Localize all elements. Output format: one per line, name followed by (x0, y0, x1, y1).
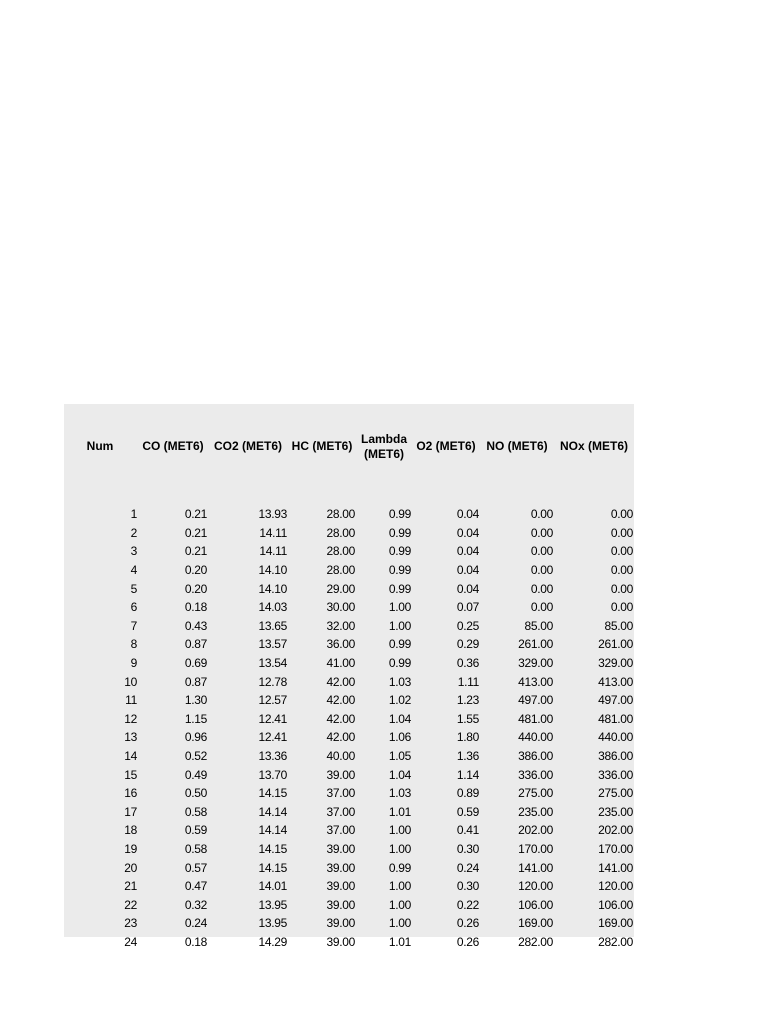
cell-co: 0.69 (184, 656, 207, 671)
table-row (64, 710, 634, 729)
table-row (64, 598, 634, 617)
cell-nox: 202.00 (598, 823, 633, 838)
cell-lambda: 0.99 (388, 860, 411, 875)
cell-num: 23 (124, 916, 137, 931)
table-row (64, 672, 634, 691)
cell-co: 1.15 (184, 711, 207, 726)
cell-nox: 106.00 (598, 897, 633, 912)
cell-nox: 0.00 (610, 600, 633, 615)
cell-lambda: 1.01 (388, 804, 411, 819)
cell-co2: 13.54 (258, 656, 287, 671)
cell-hc: 39.00 (326, 897, 355, 912)
cell-num: 14 (124, 749, 137, 764)
cell-nox: 141.00 (598, 860, 633, 875)
cell-o2: 1.11 (457, 674, 479, 689)
cell-lambda: 1.00 (388, 600, 411, 615)
cell-co2: 12.57 (258, 693, 287, 708)
cell-lambda: 0.99 (388, 637, 411, 652)
cell-co: 1.30 (184, 693, 207, 708)
cell-num: 24 (124, 934, 137, 949)
cell-lambda: 1.00 (388, 823, 411, 838)
cell-no: 0.00 (530, 544, 553, 559)
header-spacer (64, 489, 634, 505)
cell-co: 0.87 (184, 637, 207, 652)
cell-no: 275.00 (518, 786, 553, 801)
cell-num: 18 (124, 823, 137, 838)
table-row (64, 561, 634, 580)
cell-co: 0.18 (184, 600, 207, 615)
cell-hc: 30.00 (326, 600, 355, 615)
cell-co2: 14.15 (258, 786, 287, 801)
cell-nox: 0.00 (610, 563, 633, 578)
cell-num: 10 (124, 674, 137, 689)
cell-o2: 1.36 (456, 749, 479, 764)
cell-co: 0.96 (184, 730, 207, 745)
cell-co2: 14.15 (258, 860, 287, 875)
cell-co: 0.18 (184, 934, 207, 949)
cell-lambda: 1.06 (388, 730, 411, 745)
cell-num: 13 (124, 730, 137, 745)
cell-nox: 440.00 (598, 730, 633, 745)
table-row (64, 784, 634, 803)
cell-o2: 0.59 (456, 804, 479, 819)
cell-hc: 42.00 (326, 693, 355, 708)
cell-lambda: 1.00 (388, 916, 411, 931)
cell-no: 85.00 (524, 618, 553, 633)
cell-nox: 235.00 (598, 804, 633, 819)
table-row (64, 617, 634, 636)
table-row (64, 691, 634, 710)
cell-no: 0.00 (530, 563, 553, 578)
cell-co: 0.32 (184, 897, 207, 912)
table-header (64, 404, 634, 489)
cell-co2: 14.01 (258, 879, 287, 894)
table-row (64, 524, 634, 543)
header-num: Num (86, 439, 114, 453)
cell-no: 413.00 (518, 674, 553, 689)
cell-no: 282.00 (518, 934, 553, 949)
cell-o2: 0.07 (456, 600, 479, 615)
cell-co: 0.52 (184, 749, 207, 764)
cell-co2: 13.93 (258, 507, 287, 522)
cell-num: 7 (130, 618, 137, 633)
cell-hc: 39.00 (326, 767, 355, 782)
cell-num: 15 (124, 767, 137, 782)
cell-lambda: 0.99 (388, 544, 411, 559)
cell-co: 0.49 (184, 767, 207, 782)
cell-co: 0.58 (184, 804, 207, 819)
cell-no: 336.00 (518, 767, 553, 782)
cell-lambda: 0.99 (388, 525, 411, 540)
cell-o2: 0.04 (456, 563, 479, 578)
table-row (64, 747, 634, 766)
cell-num: 1 (130, 507, 137, 522)
cell-co: 0.50 (184, 786, 207, 801)
cell-no: 481.00 (518, 711, 553, 726)
table-row (64, 858, 634, 877)
table-row (64, 914, 634, 933)
cell-num: 12 (124, 711, 137, 726)
cell-o2: 0.04 (456, 544, 479, 559)
cell-no: 141.00 (518, 860, 553, 875)
cell-lambda: 1.01 (388, 934, 411, 949)
cell-co2: 13.95 (258, 916, 287, 931)
cell-nox: 85.00 (604, 618, 633, 633)
cell-co2: 14.11 (259, 525, 287, 540)
cell-no: 170.00 (518, 841, 553, 856)
cell-nox: 275.00 (598, 786, 633, 801)
table-row (64, 765, 634, 784)
cell-co2: 14.29 (258, 934, 287, 949)
cell-no: 0.00 (530, 600, 553, 615)
cell-no: 106.00 (518, 897, 553, 912)
cell-num: 2 (130, 525, 137, 540)
cell-nox: 481.00 (598, 711, 633, 726)
cell-nox: 0.00 (610, 525, 633, 540)
cell-hc: 32.00 (326, 618, 355, 633)
cell-co2: 14.15 (258, 841, 287, 856)
cell-num: 16 (124, 786, 137, 801)
cell-no: 0.00 (530, 507, 553, 522)
table-body (64, 505, 634, 951)
cell-co2: 14.03 (258, 600, 287, 615)
cell-nox: 261.00 (598, 637, 633, 652)
cell-num: 20 (124, 860, 137, 875)
cell-co: 0.20 (184, 581, 207, 596)
cell-co2: 12.41 (258, 730, 287, 745)
cell-num: 8 (130, 637, 137, 652)
cell-o2: 0.29 (456, 637, 479, 652)
cell-o2: 0.26 (456, 934, 479, 949)
cell-nox: 336.00 (598, 767, 633, 782)
cell-o2: 1.80 (456, 730, 479, 745)
table-row (64, 579, 634, 598)
cell-co2: 14.14 (258, 804, 287, 819)
cell-no: 0.00 (530, 525, 553, 540)
cell-co: 0.58 (184, 841, 207, 856)
cell-lambda: 0.99 (388, 581, 411, 596)
cell-o2: 0.24 (456, 860, 479, 875)
cell-num: 4 (130, 563, 137, 578)
emissions-table (64, 404, 634, 951)
cell-hc: 42.00 (326, 711, 355, 726)
cell-o2: 1.55 (456, 711, 479, 726)
cell-o2: 0.04 (456, 581, 479, 596)
cell-nox: 413.00 (598, 674, 633, 689)
cell-co2: 13.57 (258, 637, 287, 652)
cell-num: 5 (130, 581, 137, 596)
header-no: NO (MET6) (486, 439, 548, 453)
cell-num: 22 (124, 897, 137, 912)
header-co2: CO2 (MET6) (213, 439, 282, 453)
cell-lambda: 1.03 (388, 786, 411, 801)
table-row (64, 840, 634, 859)
cell-hc: 41.00 (326, 656, 355, 671)
cell-num: 19 (124, 841, 137, 856)
cell-o2: 0.89 (456, 786, 479, 801)
cell-no: 235.00 (518, 804, 553, 819)
cell-num: 21 (124, 879, 137, 894)
cell-co2: 13.36 (258, 749, 287, 764)
cell-hc: 40.00 (326, 749, 355, 764)
cell-co2: 14.10 (258, 581, 287, 596)
table-row (64, 505, 634, 524)
cell-hc: 36.00 (326, 637, 355, 652)
cell-nox: 120.00 (598, 879, 633, 894)
cell-co: 0.57 (184, 860, 207, 875)
cell-co2: 12.41 (258, 711, 287, 726)
cell-co: 0.21 (184, 507, 207, 522)
cell-co2: 12.78 (258, 674, 287, 689)
cell-hc: 28.00 (326, 507, 355, 522)
cell-o2: 0.25 (456, 618, 479, 633)
cell-o2: 0.30 (456, 841, 479, 856)
cell-o2: 0.04 (456, 507, 479, 522)
cell-hc: 42.00 (326, 730, 355, 745)
table-row (64, 803, 634, 822)
cell-co: 0.47 (184, 879, 207, 894)
header-lambda: Lambda (MET6) (360, 431, 407, 461)
cell-no: 120.00 (518, 879, 553, 894)
cell-co2: 13.65 (258, 618, 287, 633)
cell-no: 386.00 (518, 749, 553, 764)
cell-lambda: 0.99 (388, 507, 411, 522)
cell-hc: 39.00 (326, 934, 355, 949)
cell-o2: 0.30 (456, 879, 479, 894)
cell-co: 0.24 (184, 916, 207, 931)
cell-lambda: 1.00 (388, 879, 411, 894)
cell-nox: 497.00 (598, 693, 633, 708)
cell-num: 3 (130, 544, 137, 559)
cell-o2: 0.36 (456, 656, 479, 671)
cell-lambda: 1.00 (388, 897, 411, 912)
cell-o2: 1.14 (456, 767, 479, 782)
data-sheet (64, 404, 634, 949)
cell-nox: 0.00 (610, 544, 633, 559)
cell-co: 0.21 (184, 544, 207, 559)
cell-o2: 0.22 (456, 897, 479, 912)
header-hc: HC (MET6) (291, 439, 353, 453)
cell-num: 11 (125, 693, 137, 708)
cell-hc: 39.00 (326, 916, 355, 931)
cell-co: 0.87 (184, 674, 207, 689)
cell-o2: 0.04 (456, 525, 479, 540)
cell-hc: 42.00 (326, 674, 355, 689)
cell-num: 6 (130, 600, 137, 615)
cell-no: 440.00 (518, 730, 553, 745)
cell-num: 17 (124, 804, 137, 819)
table-row (64, 654, 634, 673)
header-o2: O2 (MET6) (416, 439, 476, 453)
cell-o2: 1.23 (456, 693, 479, 708)
cell-lambda: 1.04 (388, 767, 411, 782)
cell-lambda: 1.04 (388, 711, 411, 726)
cell-co: 0.21 (184, 525, 207, 540)
cell-num: 9 (130, 656, 137, 671)
header-co: CO (MET6) (142, 439, 204, 453)
cell-nox: 0.00 (610, 581, 633, 596)
cell-hc: 28.00 (326, 544, 355, 559)
cell-nox: 386.00 (598, 749, 633, 764)
cell-hc: 28.00 (326, 563, 355, 578)
cell-lambda: 1.05 (388, 749, 411, 764)
cell-hc: 37.00 (326, 786, 355, 801)
cell-o2: 0.41 (456, 823, 479, 838)
cell-o2: 0.26 (456, 916, 479, 931)
cell-hc: 39.00 (326, 841, 355, 856)
cell-hc: 28.00 (326, 525, 355, 540)
table-row (64, 895, 634, 914)
table-row (64, 728, 634, 747)
table-row (64, 821, 634, 840)
cell-co: 0.20 (184, 563, 207, 578)
cell-co2: 13.95 (258, 897, 287, 912)
cell-no: 329.00 (518, 656, 553, 671)
cell-lambda: 1.00 (388, 618, 411, 633)
cell-lambda: 0.99 (388, 656, 411, 671)
cell-lambda: 1.02 (388, 693, 411, 708)
cell-no: 497.00 (518, 693, 553, 708)
cell-no: 261.00 (518, 637, 553, 652)
cell-nox: 329.00 (598, 656, 633, 671)
cell-lambda: 0.99 (388, 563, 411, 578)
cell-hc: 37.00 (326, 804, 355, 819)
cell-co: 0.43 (184, 618, 207, 633)
cell-nox: 0.00 (610, 507, 633, 522)
table-row (64, 933, 634, 952)
cell-lambda: 1.00 (388, 841, 411, 856)
table-row (64, 542, 634, 561)
cell-no: 202.00 (518, 823, 553, 838)
cell-nox: 282.00 (598, 934, 633, 949)
header-nox: NOx (MET6) (559, 439, 628, 453)
cell-co2: 14.14 (258, 823, 287, 838)
table-row (64, 635, 634, 654)
cell-hc: 39.00 (326, 879, 355, 894)
cell-co: 0.59 (184, 823, 207, 838)
cell-nox: 170.00 (598, 841, 633, 856)
cell-no: 0.00 (530, 581, 553, 596)
cell-co2: 14.10 (258, 563, 287, 578)
cell-co2: 14.11 (259, 544, 287, 559)
cell-hc: 37.00 (326, 823, 355, 838)
table-row (64, 877, 634, 896)
cell-hc: 39.00 (326, 860, 355, 875)
cell-co2: 13.70 (258, 767, 287, 782)
cell-lambda: 1.03 (388, 674, 411, 689)
cell-hc: 29.00 (326, 581, 355, 596)
cell-nox: 169.00 (598, 916, 633, 931)
cell-no: 169.00 (518, 916, 553, 931)
